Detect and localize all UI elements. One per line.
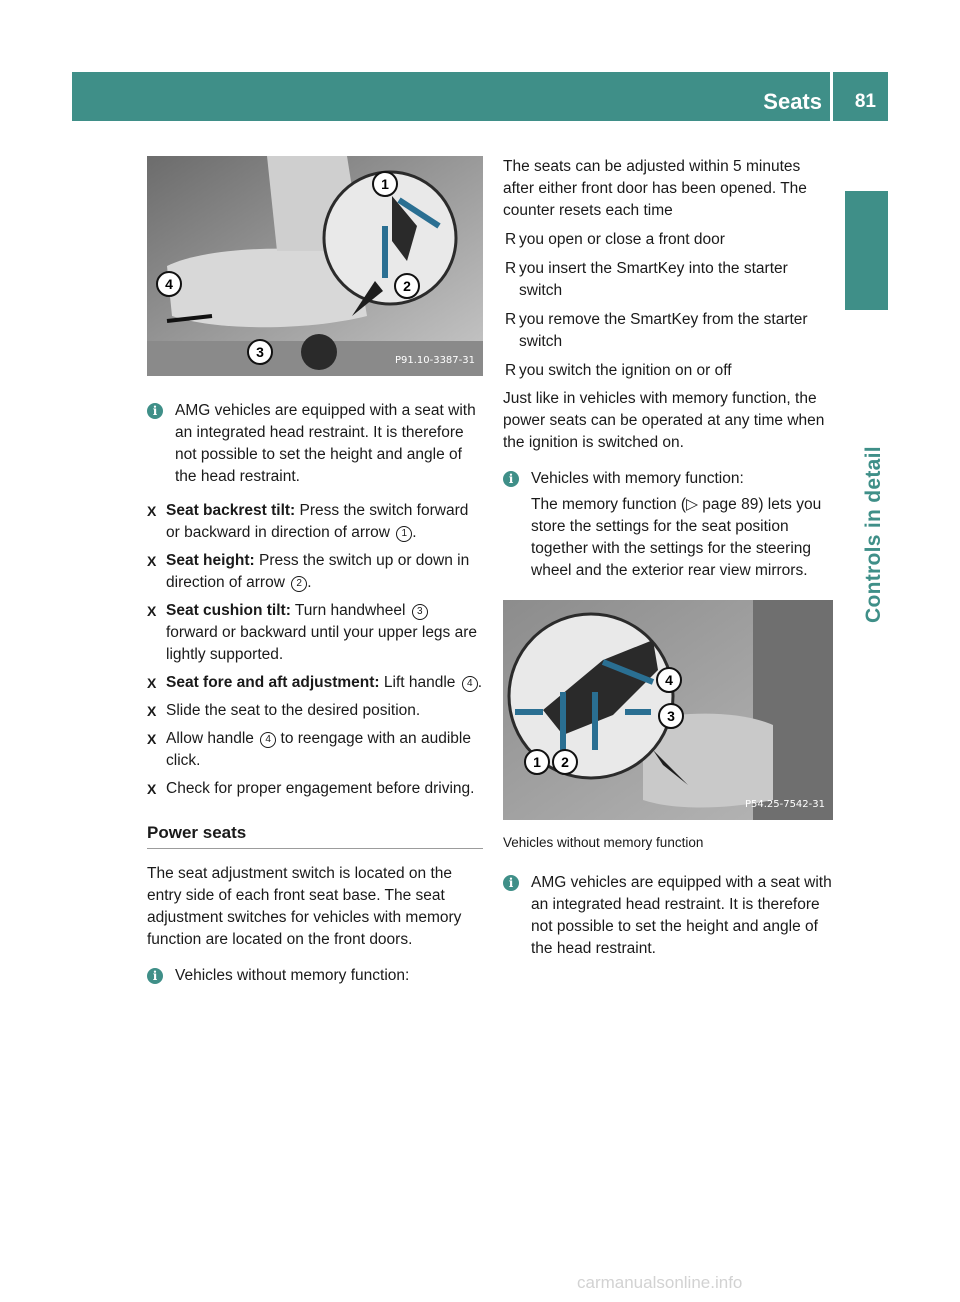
callout-3	[248, 340, 272, 364]
right-column	[503, 156, 835, 960]
seat-photo-power	[503, 600, 833, 820]
photo-code: P54.25-7542-31	[744, 799, 825, 810]
photo-code: P91.10-3387-31	[394, 355, 475, 366]
svg-text:4: 4	[665, 672, 673, 688]
step-marker: X	[147, 731, 157, 747]
svg-text:2: 2	[561, 754, 569, 770]
step-marker: X	[147, 553, 157, 569]
info-icon: i	[147, 403, 163, 419]
bullet-item: R you insert the SmartKey into the starter switch	[505, 260, 788, 299]
step-backrest: X Seat backrest tilt: Press the switch forward or backward in direction of arrow 1 .	[147, 502, 469, 541]
note-amg	[147, 400, 483, 488]
step-cushion: X Seat cushion tilt: Turn handwheel 3 forward or backward until your upper legs are lightly supported.	[147, 602, 478, 663]
callout-2	[395, 274, 419, 298]
callout-3	[659, 704, 683, 728]
step-check: X Check for proper engagement before driving.	[147, 778, 483, 800]
step-allow: X Allow handle 4 to reengage with an audible click.	[147, 730, 471, 769]
left-column	[147, 156, 483, 987]
section-tab	[845, 191, 888, 310]
note-without-memory: i Vehicles without memory function:	[147, 965, 483, 987]
callout-4	[657, 668, 681, 692]
svg-text:1: 1	[533, 754, 541, 770]
page-title: Seats	[763, 89, 822, 114]
info-icon: i	[147, 968, 163, 984]
photo-caption: Vehicles without memory function	[503, 835, 704, 850]
note-text: AMG vehicles are equipped with a seat with an integrated head restraint. It is therefore not possible to set the height and angle of the head restraint.	[175, 402, 476, 485]
step-height: X Seat height: Press the switch up or down in direction of arrow 2 .	[147, 552, 470, 591]
note-with-memory: i Vehicles with memory function: The memory function (▷ page 89) lets you store the settings for the seat position together with the settings for the steering wheel and the exterior rear view mirrors.	[503, 468, 835, 582]
step-fore-aft: X Seat fore and aft adjustment: Lift handle 4 .	[147, 672, 483, 694]
page-ref-arrow: ▷	[686, 496, 698, 513]
callout-1	[525, 750, 549, 774]
callout-1	[373, 172, 397, 196]
callout-4	[157, 272, 181, 296]
handwheel	[301, 334, 337, 370]
step-marker: X	[147, 781, 157, 797]
section-label: Controls in detail	[862, 446, 885, 623]
bullet-item: R you open or close a front door	[505, 231, 725, 248]
heading-power-seats: Power seats	[147, 822, 483, 849]
bullet-item: R you switch the ignition on or off	[505, 362, 732, 379]
seat-illustration-manual	[147, 156, 483, 376]
note-amg-right: i AMG vehicles are equipped with a seat with an integrated head restraint. It is therefore not possible to set the height and angle of the head restraint.	[503, 872, 835, 960]
svg-text:3: 3	[667, 708, 675, 724]
svg-text:2: 2	[403, 278, 411, 294]
power-seats-text: The seat adjustment switch is located on the entry side of each front seat base. The seat adjustment switches for vehicles with memory function are located on the front doors.	[147, 865, 462, 948]
header-bar	[72, 72, 888, 121]
step-marker: X	[147, 503, 157, 519]
callout-2	[553, 750, 577, 774]
bullet-item: R you remove the SmartKey from the starter switch	[505, 311, 808, 350]
page-number: 81	[854, 91, 876, 112]
info-icon: i	[503, 471, 519, 487]
memory-text: Just like in vehicles with memory function, the power seats can be operated at any time when the ignition is switched on.	[503, 390, 825, 451]
footer-watermark: carmanualsonline.info	[577, 1273, 743, 1292]
header-separator	[830, 72, 833, 121]
step-slide: X Slide the seat to the desired position.	[147, 700, 483, 722]
seat-photo-manual	[147, 156, 483, 376]
step-marker: X	[147, 603, 157, 619]
svg-text:3: 3	[256, 344, 264, 360]
step-marker: X	[147, 703, 157, 719]
step-marker: X	[147, 675, 157, 691]
intro-text: The seats can be adjusted within 5 minutes after either front door has been opened. The counter resets each time	[503, 158, 807, 219]
svg-text:1: 1	[381, 176, 389, 192]
info-icon: i	[503, 875, 519, 891]
svg-text:4: 4	[165, 276, 173, 292]
seat-illustration-power	[503, 600, 833, 820]
